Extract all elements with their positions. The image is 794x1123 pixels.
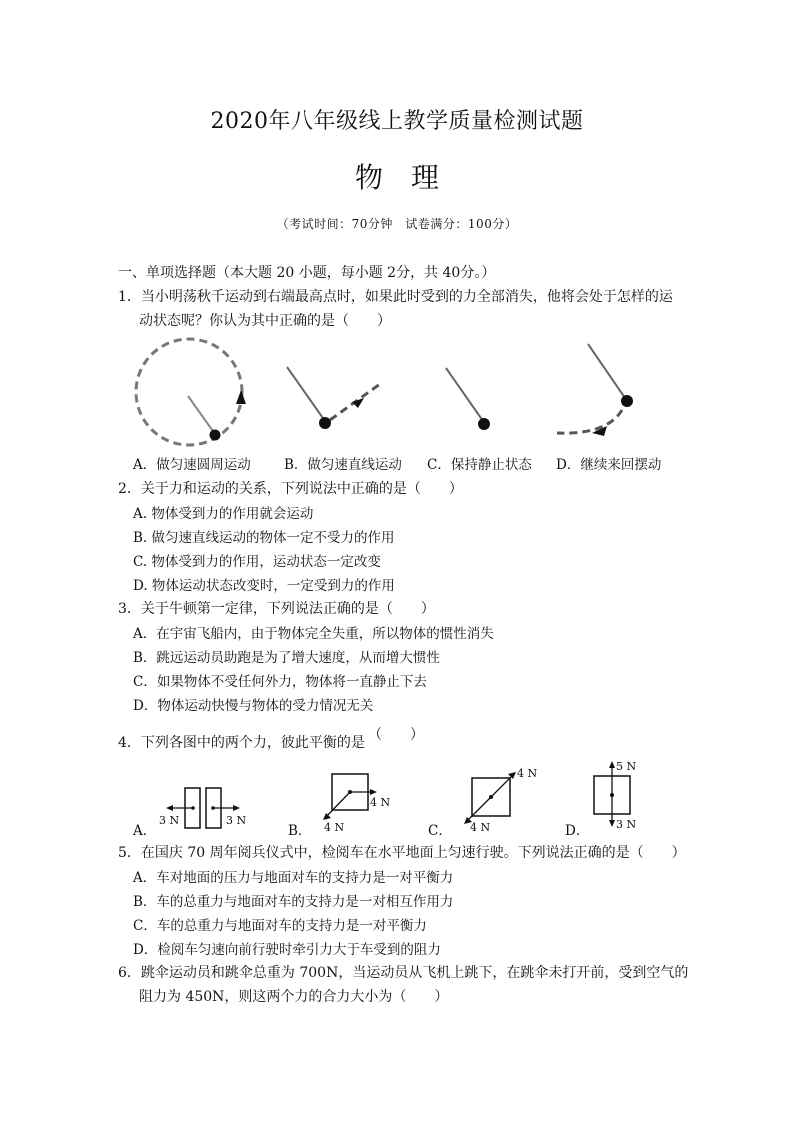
section-heading: 一、单项选择题（本大题 20 小题，每小题 2分，共 40分。） [118, 265, 496, 281]
pendulum-ball [621, 395, 633, 407]
force-label-d-down: 3 N [616, 818, 637, 831]
q1-stem-line1: 1．当小明荡秋千运动到右端最高点时，如果此时受到的力全部消失，他将会处于怎样的运 [118, 289, 673, 305]
q1-option-d[interactable]: D．继续来回摆动 [556, 457, 662, 473]
q5-option-a[interactable]: A．车对地面的压力与地面对车的支持力是一对平衡力 [133, 870, 454, 886]
pendulum-string [446, 368, 483, 421]
q3-option-a[interactable]: A．在宇宙飞船内，由于物体完全失重，所以物体的惯性消失 [133, 626, 494, 642]
exam-info: （考试时间：70分钟 试卷满分：100分） [276, 217, 518, 231]
force-label-a-right: 3 N [226, 814, 247, 827]
q4-stem: 4．下列各图中的两个力，彼此平衡的是 [118, 735, 365, 751]
arrow-down-left-icon [323, 813, 331, 820]
q3-option-c[interactable]: C．如果物体不受任何外力，物体将一直静止下去 [133, 674, 427, 690]
q4-option-d[interactable]: D． [565, 823, 590, 839]
q3-option-b[interactable]: B．跳远运动员助跑是为了增大速度，从而增大惯性 [133, 650, 440, 666]
q2-option-a[interactable]: A. 物体受到力的作用就会运动 [133, 506, 314, 522]
force-label-b-right: 4 N [370, 796, 391, 809]
exam-title: 2020年八年级线上教学质量检测试题 [210, 109, 584, 134]
q6-stem-line1: 6．跳伞运动员和跳伞总重为 700N，当运动员从飞机上跳下，在跳伞未打开前，受到空气的 [118, 965, 689, 981]
q4-figure-d [588, 758, 658, 834]
pendulum-string [588, 344, 625, 398]
pendulum-string [287, 367, 325, 421]
force-point [211, 806, 215, 810]
q3-stem: 3．关于牛顿第一定律，下列说法正确的是（ ） [118, 601, 435, 617]
q4-figure-b [310, 768, 400, 836]
arrow-up-icon [236, 390, 246, 404]
force-label-b-down: 4 N [324, 821, 345, 834]
q4-figure-a [155, 782, 255, 832]
arrow-right-icon [352, 398, 364, 408]
pendulum-string [188, 396, 215, 434]
q4-figure-c [450, 764, 550, 836]
q4-bracket: （ ） [368, 727, 424, 743]
subject-title: 物理 [354, 161, 467, 194]
q5-option-b[interactable]: B．车的总重力与地面对车的支持力是一对相互作用力 [133, 894, 454, 910]
q1-option-b[interactable]: B．做匀速直线运动 [284, 457, 402, 473]
q1-option-c[interactable]: C．保持静止状态 [427, 457, 532, 473]
q1-figure-d [552, 340, 642, 440]
force-label-a-left: 3 N [159, 814, 180, 827]
pendulum-ball [478, 418, 490, 430]
q1-figure-b [282, 362, 392, 432]
q5-option-d[interactable]: D．检阅车匀速向前行驶时牵引力大于车受到的阻力 [133, 942, 441, 958]
arrow-down-icon [609, 820, 615, 827]
q2-option-d[interactable]: D. 物体运动状态改变时，一定受到力的作用 [133, 578, 395, 594]
q6-stem-line2: 阻力为 450N，则这两个力的合力大小为（ ） [139, 989, 449, 1005]
q4-option-c[interactable]: C． [428, 823, 452, 839]
force-point [191, 806, 195, 810]
q1-figure-a [130, 338, 250, 448]
swing-path [557, 410, 622, 433]
force-label-c-up: 4 N [517, 767, 538, 780]
pendulum-ball [210, 430, 221, 441]
q1-figure-c [440, 364, 500, 434]
arrow-right-icon [370, 789, 377, 795]
q5-stem: 5．在国庆 70 周年阅兵仪式中，检阅车在水平地面上匀速行驶。下列说法正确的是（ ） [118, 845, 686, 861]
arrow-up-icon [609, 761, 615, 768]
circular-path [136, 339, 242, 445]
force-down-left-line [325, 792, 350, 818]
arrow-right-icon [233, 805, 240, 811]
q4-option-a[interactable]: A． [133, 823, 157, 839]
q5-option-c[interactable]: C．车的总重力与地面对车的支持力是一对平衡力 [133, 918, 427, 934]
q1-stem-line2: 动状态呢？你认为其中正确的是（ ） [139, 313, 391, 329]
arrow-left-icon [166, 805, 173, 811]
q2-stem: 2．关于力和运动的关系，下列说法中正确的是（ ） [118, 481, 463, 497]
q2-option-b[interactable]: B. 做匀速直线运动的物体一定不受力的作用 [133, 530, 395, 546]
q1-option-a[interactable]: A．做匀速圆周运动 [133, 457, 251, 473]
q2-option-c[interactable]: C. 物体受到力的作用，运动状态一定改变 [133, 554, 381, 570]
force-label-c-down: 4 N [470, 821, 491, 834]
q3-option-d[interactable]: D．物体运动快慢与物体的受力情况无关 [133, 698, 374, 714]
force-down-left-line [466, 797, 491, 822]
q4-option-b[interactable]: B． [288, 823, 312, 839]
force-label-d-up: 5 N [616, 760, 637, 773]
